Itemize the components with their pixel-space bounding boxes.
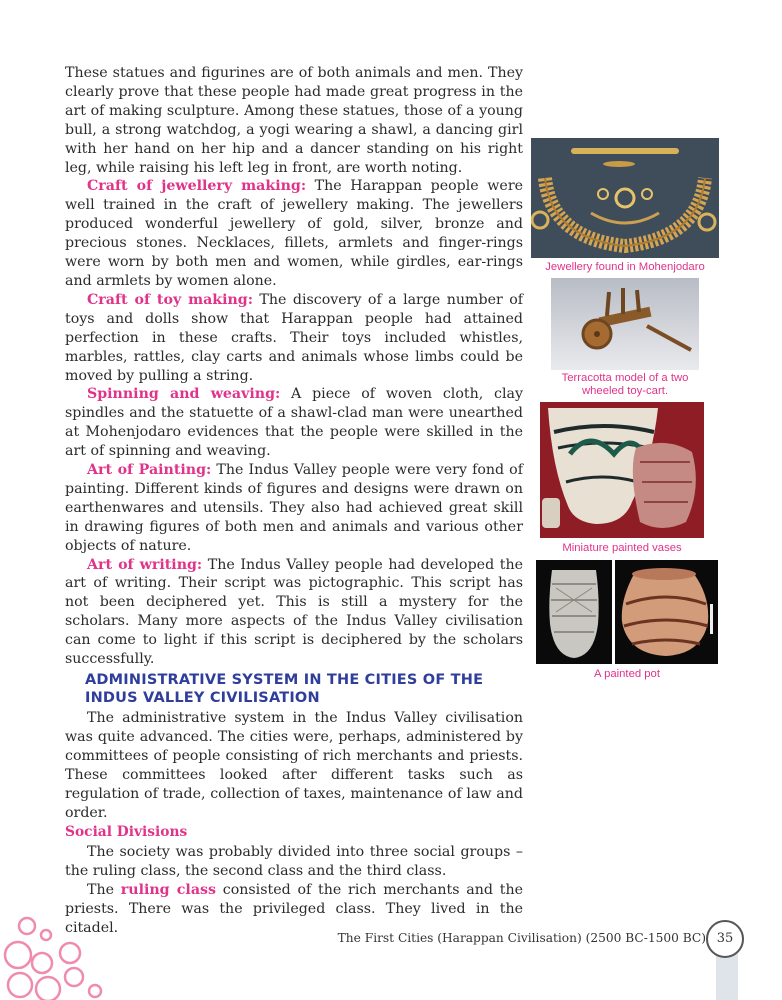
jewellery-paragraph (65, 177, 523, 290)
jewellery-body: The Harappan people were well trained in the craft of jewellery making. The jewellers produced wonderful jewellery of gold, silver, bronze and precious stones. Necklaces, fillets, armlets and finger-rings were worn by both men and women, while girdles, ear-rings and armlets by women alone. (65, 178, 523, 289)
painting-title: Art of Painting: (87, 462, 212, 479)
toy-title: Craft of toy making: (87, 291, 253, 308)
jewellery-image (531, 138, 719, 258)
pot-caption: A painted pot (594, 668, 660, 680)
spinning-paragraph (65, 385, 523, 461)
ruling-pre: The (87, 882, 121, 899)
admin-paragraph: The administrative system in the Indus Valley civilisation was quite advanced. The cities were, perhaps, administered by committees of people consisting of rich merchants and priests. These committees looked after different tasks such as regulation of trade, collection of taxes, maintenance of law and order. (65, 710, 523, 821)
social-paragraph: The society was probably divided into three social groups – the ruling class, the second class and the third class. (65, 844, 523, 880)
social-divisions-heading: Social Divisions (65, 824, 188, 841)
toy-paragraph (65, 291, 523, 386)
toy-body: The discovery of a large number of toys and dolls show that Harappan people had attained perfection in these crafts. Their toys included whistles, marbles, rattles, clay carts and animals whose limbs could be moved by pulling a string. (65, 291, 523, 384)
intro-paragraph: These statues and figurines are of both animals and men. They clearly prove that these people had made great progress in the art of making sculpture. Among these statues, those of a young bull, a strong watchdog, a yogi wearing a shawl, a dancing girl with her hand on her hip and a dancer standing on his right leg, while raising his left leg in front, are worth noting. (65, 65, 523, 176)
page-number: 35 (706, 920, 744, 958)
ruling-post: consisted of the rich merchants and the priests. There was the privileged class. They lived in the citadel. (65, 882, 523, 936)
writing-paragraph (65, 556, 523, 669)
decorative-rings (0, 915, 110, 1000)
ruling-term: ruling class (120, 882, 216, 899)
writing-body: The Indus Valley people had developed the art of writing. Their script was pictographic. This script has not been deciphered yet. This is still a mystery for the scholars. Many more aspects of the Indus Valley civilisation can come to light if this script is deciphered by the scholars successfully. (65, 556, 523, 668)
toy-cart-image (551, 278, 699, 370)
admin-heading: ADMINISTRATIVE SYSTEM IN THE CITIES OF THE INDUS VALLEY CIVILISATION (85, 672, 484, 706)
painted-pot-image (536, 560, 718, 664)
painting-body: The Indus Valley people were very fond of painting. Different kinds of figures and designs were drawn on earthenwares and utensils. They also had achieved great skill in drawing figures of both men and animals and various other objects of nature. (65, 462, 523, 554)
spinning-body: A piece of woven cloth, clay spindles and the statuette of a shawl-clad man were unearthed at Mohenjodaro evidences that the people were skilled in the art of spinning and weaving. (65, 386, 523, 460)
main-text-column (65, 64, 523, 938)
spinning-title: Spinning and weaving: (87, 386, 281, 403)
jewellery-title: Craft of jewellery making: (87, 178, 307, 195)
vases-caption: Miniature painted vases (562, 542, 682, 554)
painting-paragraph (65, 461, 523, 556)
jewellery-caption: Jewellery found in Mohenjodaro (545, 261, 705, 273)
writing-title: Art of writing: (87, 556, 203, 573)
footer-title: The First Cities (Harappan Civilisation) (2500 BC-1500 BC) (337, 931, 706, 945)
painted-vases-image (540, 402, 704, 538)
toy-cart-caption: Terracotta model of a two wheeled toy-cart. (561, 372, 689, 397)
ruling-paragraph (65, 881, 523, 938)
